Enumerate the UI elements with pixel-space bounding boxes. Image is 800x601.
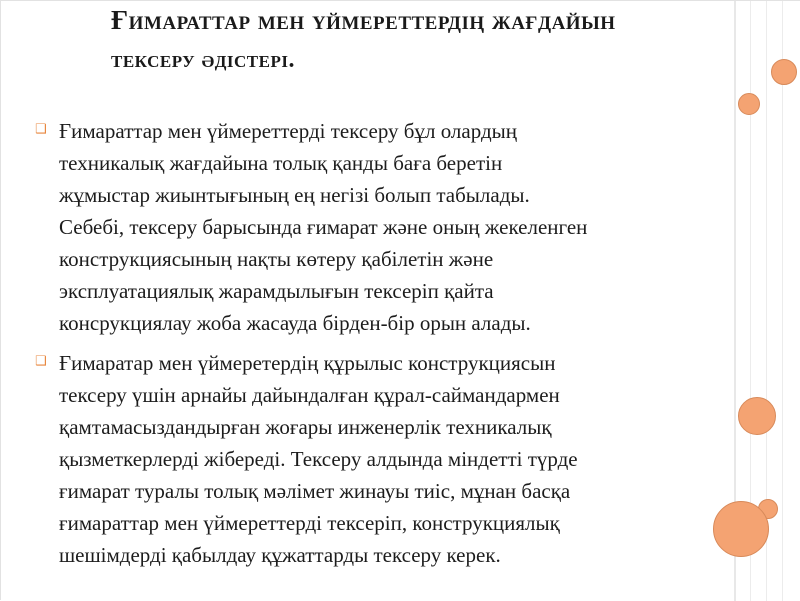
text-line: шешімдерді қабылдау құжаттарды тексеру керек. [59,543,501,567]
text-line: жұмыстар жиынтығының ең негізі болып табылады. [59,183,530,207]
text-line: қызметкерлерді жібереді. Тексеру алдында міндетті түрде [59,447,578,471]
paragraph-1 [35,115,735,339]
rail-line [782,1,783,601]
text-line: ғимараттар мен үймереттерді тексеріп, конструкциялық [59,511,560,535]
text-line: эксплуатациялық жарамдылығын тексеріп қайта [59,279,494,303]
title-line-2: тексеру әдістері. [111,47,295,73]
bullet-arrow-icon: ❑ [35,122,47,137]
text-line: ғимарат туралы толық мәлімет жинауы тиіс, мұнан басқа [59,479,571,503]
slide-body [35,115,735,571]
text-line: Ғимаратар мен үймеретердің құрылыс конструкциясын [59,351,556,375]
text-line: Ғимараттар мен үймереттерді тексеру бұл олардың [59,119,517,143]
bullet-arrow-icon: ❑ [35,354,47,369]
text-line: консрукциялау жоба жасауда бірден-бір орын алады. [59,311,531,335]
decorative-circle-icon [771,59,797,85]
decorative-circle-icon [738,93,760,115]
text-line: тексеру үшін арнайы дайындалған құрал-саймандармен [59,383,560,407]
text-line: конструкциясының нақты көтеру қабілетін және [59,247,494,271]
text-line: Себебі, тексеру барысында ғимарат және оның жекеленген [59,215,588,239]
text-line: техникалық жағдайына толық қанды баға беретін [59,151,503,175]
decorative-circle-icon [738,397,776,435]
text-line: қамтамасыздандырған жоғары инженерлік техникалық [59,415,552,439]
paragraph-2 [35,347,735,571]
title-line-1: Ғимараттар мен үймереттердің жағдайын [111,5,616,35]
